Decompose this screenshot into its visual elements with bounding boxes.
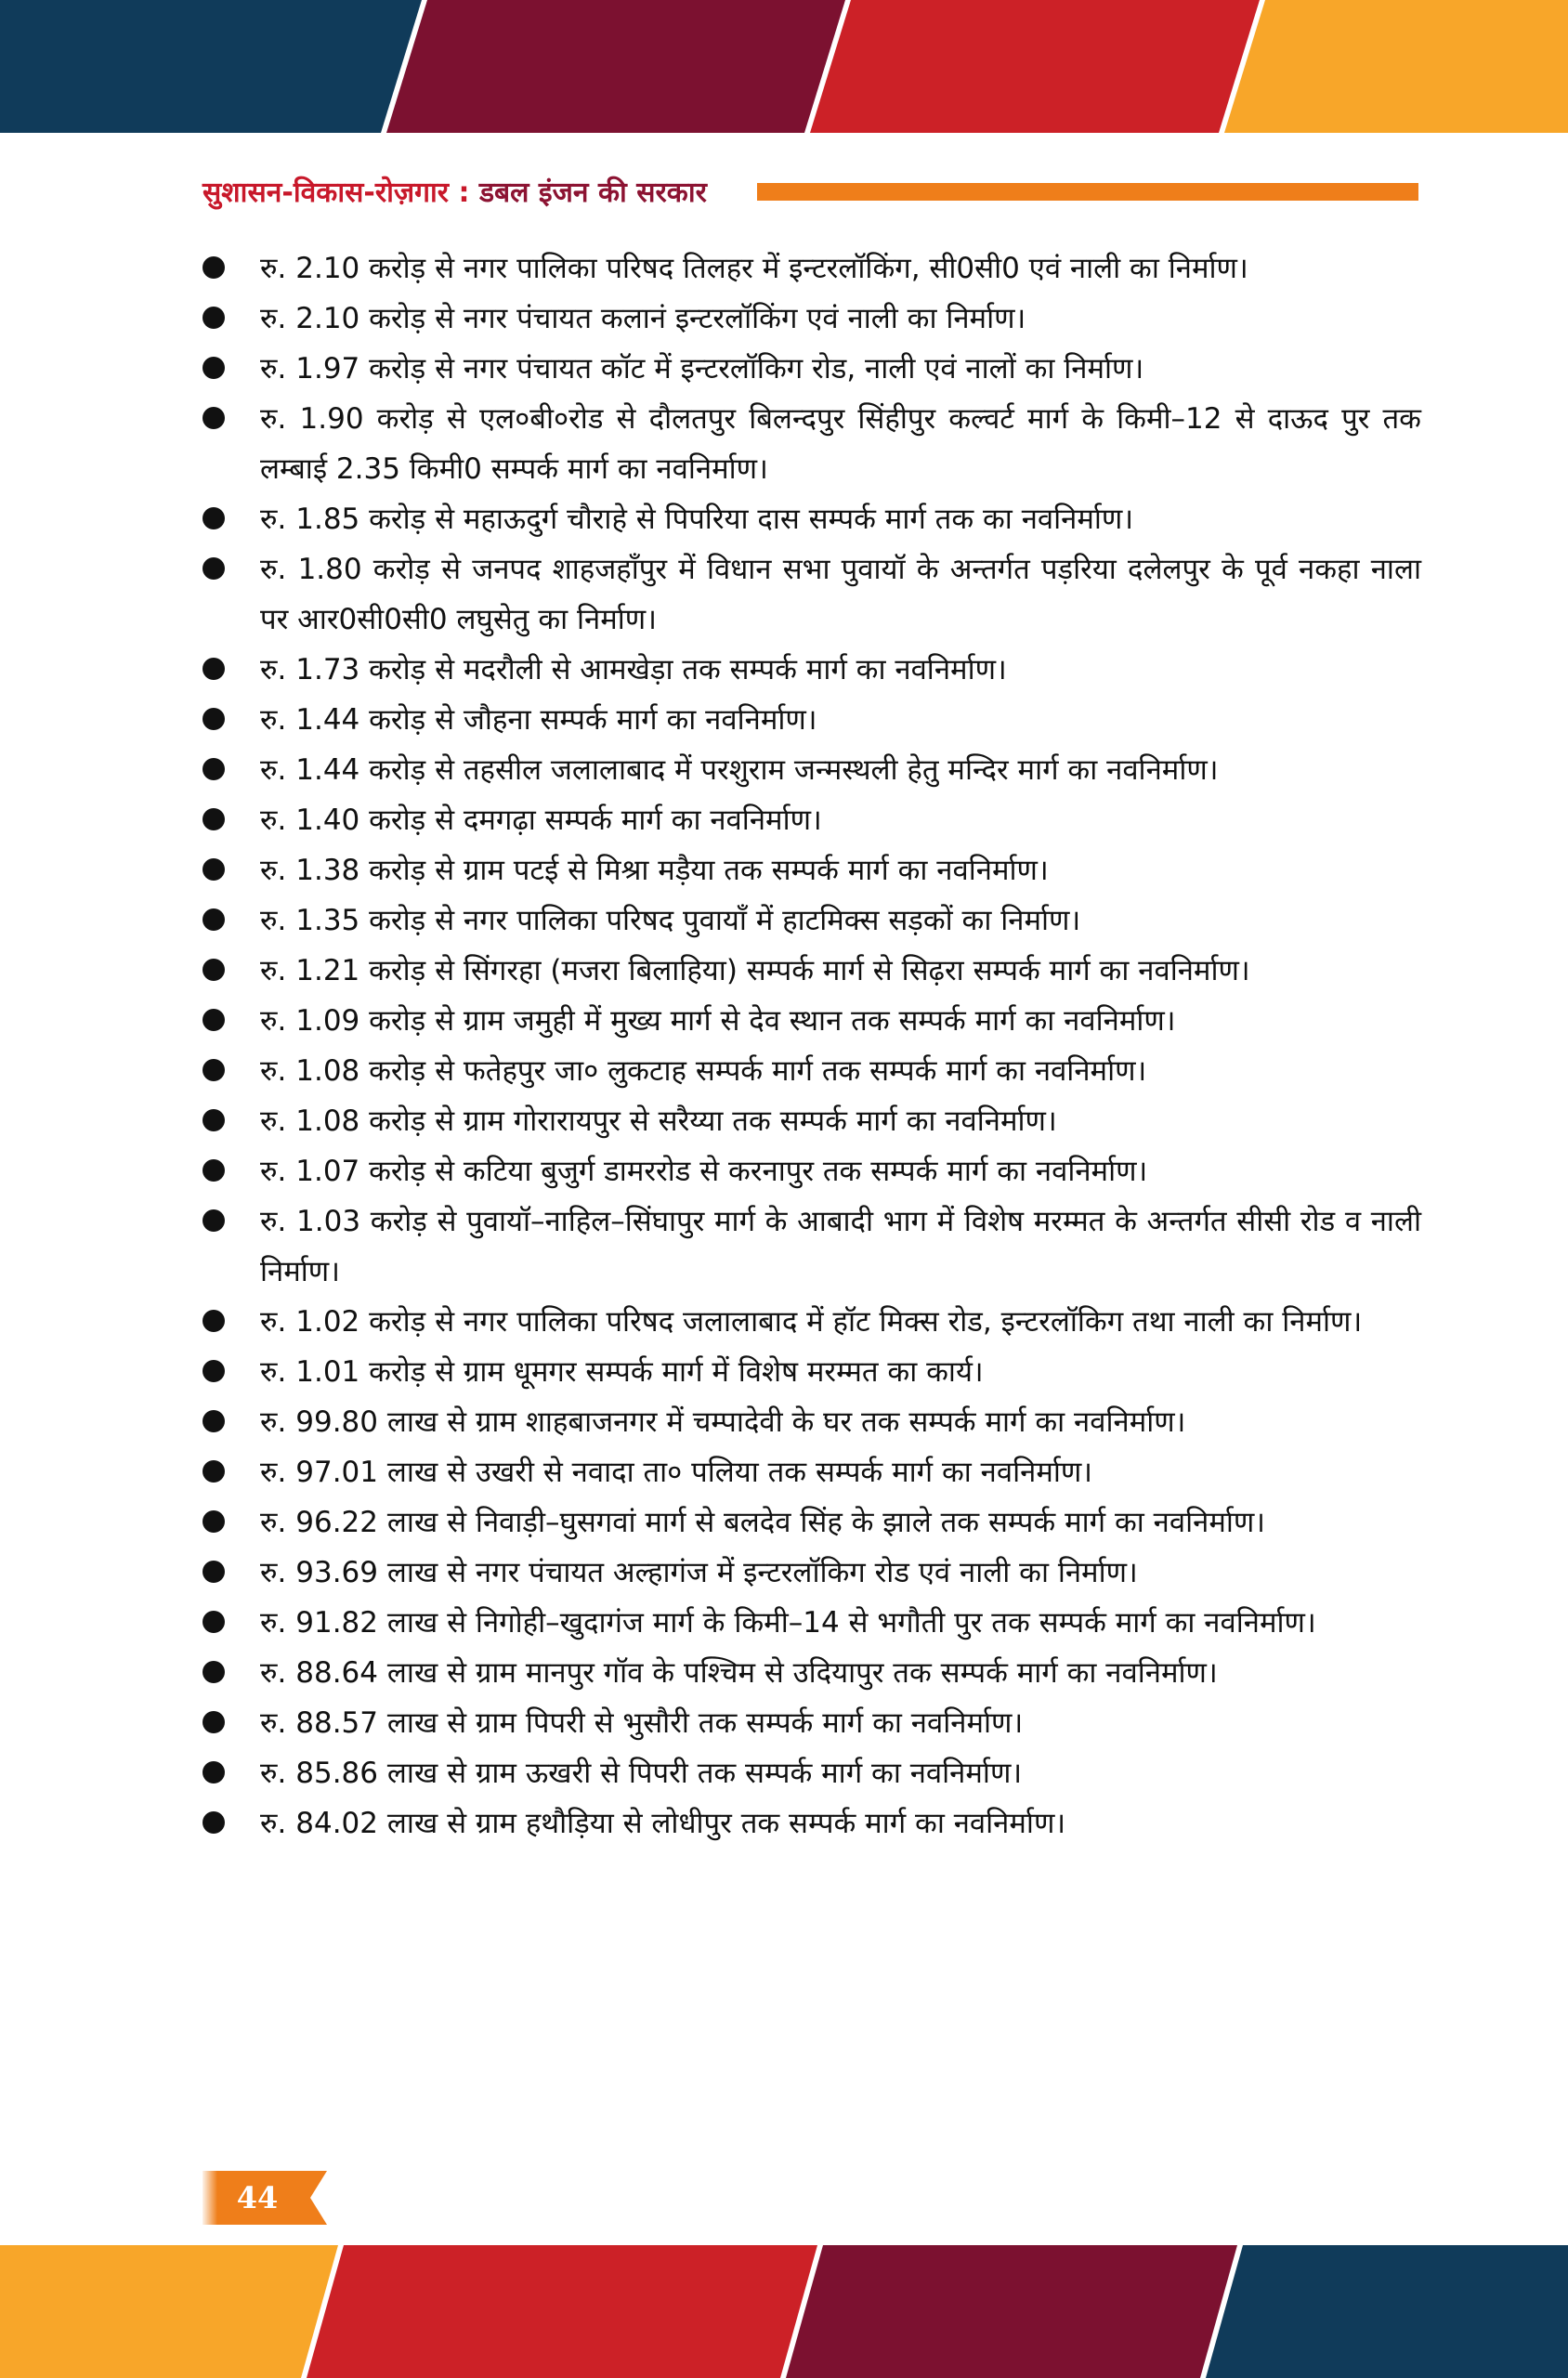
list-item-text: रु. 88.57 लाख से ग्राम पिपरी से भुसौरी तक सम्पर्क मार्ग का नवनिर्माण। xyxy=(260,1706,1024,1740)
bullet-icon xyxy=(203,1460,225,1483)
list-item-text: रु. 1.02 करोड़ से नगर पालिका परिषद जलालाबाद में हॉट मिक्स रोड, इन्टरलॉकिग तथा नाली का निर्माण। xyxy=(260,1305,1363,1339)
bullet-icon xyxy=(203,1159,225,1182)
bullet-icon xyxy=(203,959,225,981)
list-item xyxy=(203,1146,1421,1196)
bullet-icon xyxy=(203,357,225,379)
list-item-text: रु. 99.80 लाख से ग्राम शाहबाजनगर में चम्पादेवी के घर तक सम्पर्क मार्ग का नवनिर्माण। xyxy=(260,1405,1186,1439)
list-item-text: रु. 91.82 लाख से निगोही–खुदागंज मार्ग के किमी–14 से भगौती पुर तक सम्पर्क मार्ग का नवनिर्माण। xyxy=(260,1606,1316,1640)
bullet-icon xyxy=(203,1811,225,1834)
list-item xyxy=(203,1648,1421,1698)
list-item-text: रु. 1.38 करोड़ से ग्राम पटई से मिश्रा मड़ैया तक सम्पर्क मार्ग का नवनिर्माण। xyxy=(260,854,1049,887)
list-item-text: रु. 2.10 करोड़ से नगर पालिका परिषद तिलहर में इन्टरलॉकिंग, सी0सी0 एवं नाली का निर्माण। xyxy=(260,252,1248,285)
bullet-icon xyxy=(203,1009,225,1031)
list-item xyxy=(203,1046,1421,1096)
list-item-text: रु. 1.90 करोड़ से एल०बी०रोड से दौलतपुर बिलन्दपुर सिंहीपुर कल्वर्ट मार्ग के किमी–12 से दाऊद पुर तक लम्बाई 2.35 किमी0 सम्पर्क मार्ग का नवनिर्माण। xyxy=(260,402,1421,486)
bullet-icon xyxy=(203,708,225,730)
list-item-text: रु. 96.22 लाख से निवाड़ी–घुसगवां मार्ग से बलदेव सिंह के झाले तक सम्पर्क मार्ग का नवनिर्माण। xyxy=(260,1506,1266,1539)
list-item xyxy=(203,745,1421,795)
bullet-icon xyxy=(203,1611,225,1633)
list-item xyxy=(203,695,1421,745)
list-item xyxy=(203,1598,1421,1648)
list-item-text: रु. 93.69 लाख से नगर पंचायत अल्हागंज में इन्टरलॉकिग रोड एवं नाली का निर्माण। xyxy=(260,1556,1138,1589)
list-item-text: रु. 1.01 करोड़ से ग्राम धूमगर सम्पर्क मार्ग में विशेष मरम्मत का कार्य। xyxy=(260,1355,984,1389)
bullet-icon xyxy=(203,908,225,931)
list-item-text: रु. 1.09 करोड़ से ग्राम जमुही में मुख्य मार्ग से देव स्थान तक सम्पर्क मार्ग का नवनिर्माण। xyxy=(260,1004,1176,1038)
list-item xyxy=(203,294,1421,344)
list-item-text: रु. 84.02 लाख से ग्राम हथौड़िया से लोधीपुर तक सम्पर्क मार्ग का नवनिर्माण। xyxy=(260,1807,1066,1840)
bullet-icon xyxy=(203,1360,225,1382)
bullet-icon xyxy=(203,507,225,529)
list-item xyxy=(203,1447,1421,1497)
list-item xyxy=(203,1347,1421,1397)
list-item-text: रु. 1.44 करोड़ से तहसील जलालाबाद में परशुराम जन्मस्थली हेतु मन्दिर मार्ग का नवनिर्माण। xyxy=(260,753,1219,787)
list-item-text: रु. 1.44 करोड़ से जौहना सम्पर्क मार्ग का नवनिर्माण। xyxy=(260,703,817,737)
bullet-icon xyxy=(203,307,225,329)
bullet-icon xyxy=(203,407,225,429)
list-item xyxy=(203,243,1421,294)
bullet-icon xyxy=(203,1561,225,1583)
bullet-icon xyxy=(203,1711,225,1733)
list-item xyxy=(203,895,1421,946)
list-item xyxy=(203,1798,1421,1849)
bullet-icon xyxy=(203,1310,225,1332)
list-item xyxy=(203,1698,1421,1748)
list-item-text: रु. 1.40 करोड़ से दमगढ़ा सम्पर्क मार्ग का नवनिर्माण। xyxy=(260,804,822,837)
list-item-text: रु. 1.08 करोड़ से ग्राम गोरारायपुर से सरैय्या तक सम्पर्क मार्ग का नवनिर्माण। xyxy=(260,1104,1057,1138)
list-item-text: रु. 1.97 करोड़ से नगर पंचायत कॉट में इन्टरलॉकिग रोड, नाली एवं नालों का निर्माण। xyxy=(260,352,1144,385)
list-item-text: रु. 1.03 करोड़ से पुवायॉ–नाहिल–सिंघापुर मार्ग के आबादी भाग में विशेष मरम्मत के अन्तर्गत सीसी रोड व नाली निर्माण। xyxy=(260,1205,1421,1288)
list-item xyxy=(203,544,1421,645)
list-item-text: रु. 85.86 लाख से ग्राम ऊखरी से पिपरी तक सम्पर्क मार्ग का नवनिर्माण। xyxy=(260,1757,1023,1790)
list-item xyxy=(203,1297,1421,1347)
page-number: 44 xyxy=(236,2180,279,2215)
page-number-tab xyxy=(203,2171,327,2225)
bullet-icon xyxy=(203,1059,225,1081)
list-item-text: रु. 1.21 करोड़ से सिंगरहा (मजरा बिलाहिया) सम्पर्क मार्ग से सिढ़रा सम्पर्क मार्ग का नवनिर्माण। xyxy=(260,954,1250,987)
top-color-band xyxy=(0,0,1568,133)
list-item-text: रु. 88.64 लाख से ग्राम मानपुर गॉव के पश्चिम से उदियापुर तक सम्पर्क मार्ग का नवनिर्माण। xyxy=(260,1656,1218,1690)
bullet-icon xyxy=(203,1661,225,1683)
header-title-main: सुशासन-विकास-रोज़गार : xyxy=(203,176,470,209)
list-item-text: रु. 1.07 करोड़ से कटिया बुजुर्ग डामररोड से करनापुर तक सम्पर्क मार्ग का नवनिर्माण। xyxy=(260,1155,1148,1188)
bullet-icon xyxy=(203,1761,225,1784)
list-item xyxy=(203,344,1421,394)
header-rule xyxy=(757,183,1418,201)
bottom-color-band xyxy=(0,2245,1568,2378)
list-item xyxy=(203,1748,1421,1798)
list-item xyxy=(203,494,1421,544)
bullet-icon xyxy=(203,1209,225,1232)
list-item xyxy=(203,795,1421,845)
bullet-icon xyxy=(203,1510,225,1533)
list-item-text: रु. 1.08 करोड़ से फतेहपुर जा० लुकटाह सम्पर्क मार्ग तक सम्पर्क मार्ग का नवनिर्माण। xyxy=(260,1054,1147,1088)
list-item xyxy=(203,1096,1421,1146)
bullet-icon xyxy=(203,858,225,881)
header-title xyxy=(203,173,707,214)
list-item xyxy=(203,996,1421,1046)
bullet-icon xyxy=(203,1109,225,1131)
bullet-icon xyxy=(203,557,225,580)
list-item-text: रु. 2.10 करोड़ से नगर पंचायत कलानं इन्टरलॉकिंग एवं नाली का निर्माण। xyxy=(260,302,1026,335)
list-item xyxy=(203,394,1421,494)
list-item xyxy=(203,845,1421,895)
list-item-text: रु. 97.01 लाख से उखरी से नवादा ता० पलिया तक सम्पर्क मार्ग का नवनिर्माण। xyxy=(260,1456,1093,1489)
list-item-text: रु. 1.73 करोड़ से मदरौली से आमखेड़ा तक सम्पर्क मार्ग का नवनिर्माण। xyxy=(260,653,1007,686)
bullet-icon xyxy=(203,1410,225,1432)
list-item-text: रु. 1.35 करोड़ से नगर पालिका परिषद पुवायाँ में हाटमिक्स सड़कों का निर्माण। xyxy=(260,904,1081,937)
list-item xyxy=(203,1548,1421,1598)
list-item xyxy=(203,1397,1421,1447)
bullet-icon xyxy=(203,758,225,780)
list-item xyxy=(203,946,1421,996)
list-item-text: रु. 1.85 करोड़ से महाऊदुर्ग चौराहे से पिपरिया दास सम्पर्क मार्ग तक का नवनिर्माण। xyxy=(260,503,1134,536)
bullet-icon xyxy=(203,658,225,680)
bullet-icon xyxy=(203,256,225,279)
achievement-list xyxy=(203,243,1421,1849)
list-item xyxy=(203,1196,1421,1297)
list-item-text: रु. 1.80 करोड़ से जनपद शाहजहाँपुर में विधान सभा पुवायॉ के अन्तर्गत पड़रिया दलेलपुर के पूर्व नकहा नाला पर आर0सी0सी0 लघुसेतु का निर्माण। xyxy=(260,553,1421,636)
list-item xyxy=(203,645,1421,695)
header-subtitle: डबल इंजन की सरकार xyxy=(478,176,707,209)
bullet-icon xyxy=(203,808,225,830)
list-item xyxy=(203,1497,1421,1548)
